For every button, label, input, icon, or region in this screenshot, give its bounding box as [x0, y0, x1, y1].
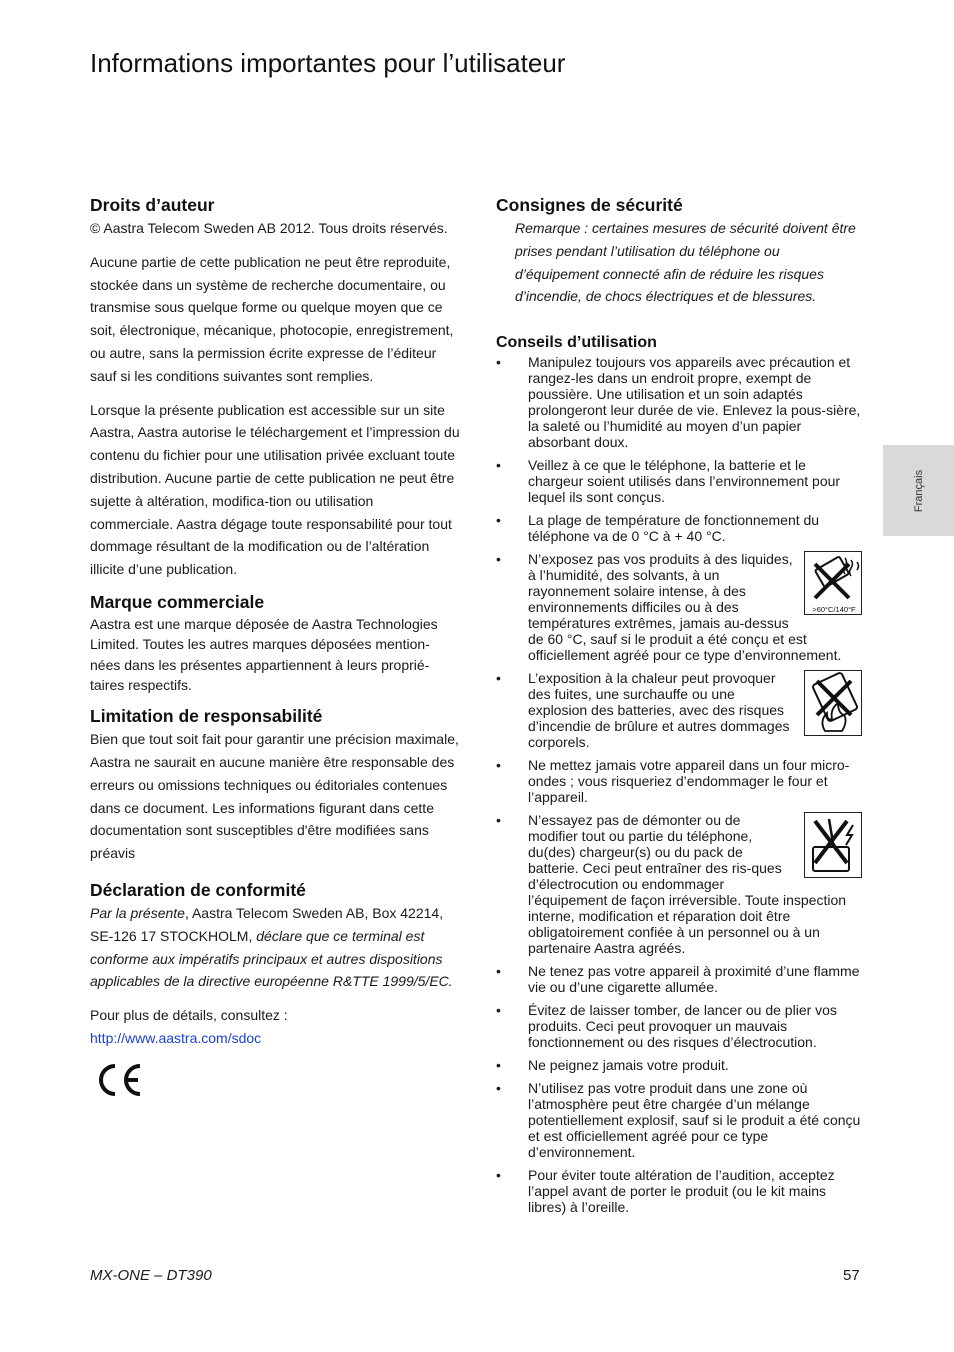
trademark-text: Aastra est une marque déposée de Aastra Technologies Limited. Toutes les autres marques déposées mention-nées dans les présentes appartiennent à leurs proprié-taires respectifs.	[90, 615, 438, 693]
list-item-text: N’utilisez pas votre produit dans une zone où l’atmosphère peut être chargée d’un mélange potentiellement explosif, sauf si le produit a été conçu et est officiellement agréé pour ce type d’environnement.	[528, 1080, 861, 1161]
copyright-paragraph-1: Aucune partie de cette publication ne peut être reproduite, stockée dans un système de recherche documentaire, ou transmise sous quelque forme ou quelque moyen que ce soit, électronique, mécanique, photocopie, enregistrement, ou autre, sans la permission écrite expresse de l’éditeur sauf si les conditions suivantes sont remplies.	[90, 253, 454, 384]
more-details-text: Pour plus de détails, consultez :	[90, 1007, 288, 1024]
list-item	[496, 512, 862, 544]
no-fire-icon	[804, 670, 862, 736]
ce-mark-icon	[90, 1058, 150, 1102]
conformity-text	[90, 902, 460, 993]
copyright-paragraph-2: Lorsque la présente publication est accessible sur un site Aastra, Aastra autorise le téléchargement et l’impression du contenu du fichier pour une utilisation privée excluant toute distribution. Aucune partie de cette publication ne peut être sujette à altération, modifica-tion ou utilisation commerciale. Aastra dégage toute responsabilité pour tout dommage résultant de la modification ou de l’altération illicite d’une publication.	[90, 401, 460, 578]
left-column	[90, 193, 460, 1102]
no-liquids-heat-icon	[804, 551, 862, 615]
list-item-text: L’exposition à la chaleur peut provoquer des fuites, une surchauffe ou une explosion des batteries, avec des risques d’incendie de brûlure et autres dommages corporels.	[528, 670, 790, 751]
bullet: •	[496, 1167, 501, 1184]
list-item	[496, 551, 862, 663]
list-item	[496, 757, 862, 805]
bullet: •	[496, 457, 501, 474]
list-item-text: Ne peignez jamais votre produit.	[528, 1057, 729, 1074]
list-item-text: Veillez à ce que le téléphone, la batterie et le chargeur soient utilisés dans l’environnement pour lequel ils sont conçus.	[528, 457, 841, 506]
conformity-heading: Déclaration de conformité	[90, 879, 306, 900]
bullet: •	[496, 963, 501, 980]
list-item-text: N’exposez pas vos produits à des liquides, à l’humidité, des solvants, à un rayonnement solaire intense, à des environnements difficiles ou à des températures extrêmes, jamais au-dessus de 60 °C, sauf si le produit a été conçu et est officiellement agréé pour ce type d’environnement.	[528, 551, 842, 664]
list-item-text: Manipulez toujours vos appareils avec précaution et rangez-les dans un endroit propre, exempt de poussière. Une utilisation et un soin adaptés prolongeront leur durée de vie. Enlevez la pous-sière, la saleté ou l’humidité au moyen d’un papier absorbant doux.	[528, 354, 861, 451]
list-item-text: N’essayez pas de démonter ou de modifier tout ou partie du téléphone, du(des) chargeur(s) ou du pack de batterie. Ceci peut entraîner des ris-ques d’électrocution ou endommager l’équipement de façon irréversible. Toute inspection interne, modification et réparation doit être obligatoirement confiée à un personnel ou à un partenaire Aastra agréés.	[528, 812, 847, 957]
bullet: •	[496, 512, 501, 529]
bullet: •	[496, 670, 501, 687]
list-item-text: Pour éviter toute altération de l’audition, acceptez l’appel avant de porter le produit (ou le kit mains libres) à l’oreille.	[528, 1167, 835, 1216]
bullet: •	[496, 1002, 501, 1019]
list-item	[496, 963, 862, 995]
list-item-text: Évitez de laisser tomber, de lancer ou de plier vos produits. Ceci peut provoquer un mauvais fonctionnement ou des risques d’électrocution.	[528, 1002, 837, 1051]
copyright-line: © Aastra Telecom Sweden AB 2012. Tous droits réservés.	[90, 220, 448, 236]
list-item	[496, 1080, 862, 1160]
bullet: •	[496, 1057, 501, 1074]
bullet: •	[496, 757, 501, 774]
sdoc-link[interactable]: http://www.aastra.com/sdoc	[90, 1029, 262, 1046]
trademark-heading: Marque commerciale	[90, 591, 265, 612]
bullet: •	[496, 812, 501, 829]
conformity-part-1: Par la présente	[90, 904, 185, 921]
bullet: •	[496, 354, 501, 371]
bullet: •	[496, 551, 501, 568]
language-tab-label: Français	[912, 469, 925, 512]
list-item-text: Ne mettez jamais votre appareil dans un four micro-ondes ; vous risqueriez d’endommager le four et l’appareil.	[528, 757, 850, 806]
conformity-part-2: , Aastra Telecom Sweden AB, Box 42214, SE-126 17 STOCKHOLM,	[90, 904, 444, 944]
list-item	[496, 1167, 862, 1215]
right-column	[496, 193, 862, 1222]
copyright-heading: Droits d’auteur	[90, 195, 215, 215]
list-item	[496, 1002, 862, 1050]
liability-text: Bien que tout soit fait pour garantir une précision maximale, Aastra ne saurait en aucune manière être responsable des erreurs ou omissions techniques ou éditoriales contenues dans ce document. Les informations figurant dans cette documentation sont susceptibles d'être modifiées sans préavis	[90, 731, 459, 862]
page-title: Informations importantes pour l’utilisateur	[90, 48, 566, 78]
footer-page-number: 57	[843, 1267, 860, 1284]
language-tab	[883, 445, 954, 536]
list-item-text: Ne tenez pas votre appareil à proximité d’une flamme vie ou d’une cigarette allumée.	[528, 963, 860, 996]
footer-product: MX-ONE – DT390	[90, 1267, 212, 1284]
no-disassembly-icon	[804, 812, 862, 878]
tips-heading: Conseils d’utilisation	[496, 334, 657, 352]
temperature-label: >60°C/140°F	[812, 605, 856, 615]
list-item	[496, 812, 862, 956]
safety-heading: Consignes de sécurité	[496, 195, 683, 215]
list-item	[496, 457, 862, 505]
list-item	[496, 1057, 862, 1073]
conformity-part-3: déclare que ce terminal est conforme aux impératifs principaux et autres dispositions applicables de la directive européenne R&TTE 1999/5/EC.	[90, 927, 453, 990]
list-item-text: La plage de température de fonctionnement du téléphone va de 0 °C à + 40 °C.	[528, 512, 820, 545]
bullet: •	[496, 1080, 501, 1097]
tips-list	[496, 354, 862, 1215]
liability-heading: Limitation de responsabilité	[90, 706, 323, 727]
list-item	[496, 354, 862, 450]
list-item	[496, 670, 862, 750]
safety-note: Remarque : certaines mesures de sécurité doivent être prises pendant l’utilisation du téléphone ou d’équipement connecté afin de réduire les risques d’incendie, de chocs électriques et de blessures.	[515, 220, 856, 305]
